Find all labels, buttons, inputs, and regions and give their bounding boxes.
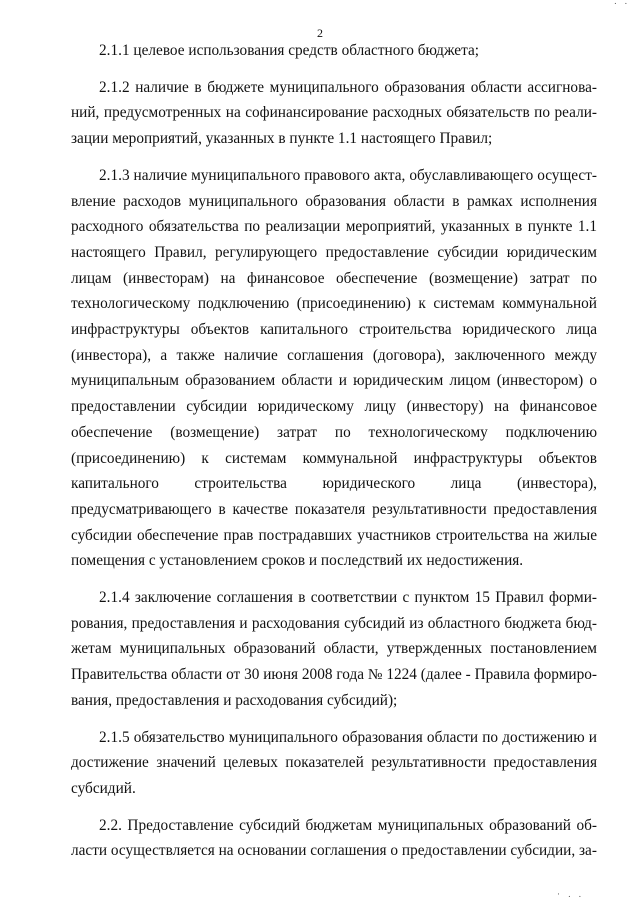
page-number: 2 xyxy=(317,26,323,40)
corner-mark-top: . . xyxy=(614,0,630,6)
paragraph-2-1-1: 2.1.1 целевое использования средств областного бюджета; xyxy=(99,42,480,59)
corner-mark-bottom: · . . xyxy=(557,889,584,899)
paragraph-2-2: 2.2. Предоставление субсидий бюджетам муниципальных образований области осуществляется на основании соглашения о предоставлении субсидии, за- xyxy=(71,816,597,860)
paragraph-2-1-2: 2.1.2 наличие в бюджете муниципального образования области ассигнований, предусмотренных на софинансирование расходных обязательств по реализации мероприятий, указанных в пункте 1.1 настоящего Правил; xyxy=(71,78,597,148)
document-body xyxy=(71,38,597,875)
paragraph-2-1-5: 2.1.5 обязательство муниципального образования области по достижению и достижение значений целевых показателей результативности предоставления субсидий. xyxy=(71,728,597,797)
paragraph-2-1-3: 2.1.3 наличие муниципального правового акта, обуславливающего осуществление расходов муниципального образования области в рамках исполнения расходного обязательства по реализации мероприятий, указанных в пункте 1.1 настоящего Правил, регулирующего предоставление субсидии юридическим лицам (инвесторам) на финансовое обеспечение (возмещение) затрат по технологическому подключению (присоединению) к системам коммунальной инфраструктуры объектов капитального строительства юридического лица (инвестора), а также наличие соглашения (договора), заключенного между муниципальным образованием области и юридическим лицом (инвестором) о предоставлении субсидии юридическому лицу (инвестору) на финансовое обеспечение (возмещение) затрат по технологическому подключению (присоединению) к системам коммунальной инфраструктуры объектов капитального строительства юридического лица (инвестора), предусматривающего в качестве показателя результативности предоставления субсидии обеспечение прав пострадавших участников строительства на жилые помещения с установлением сроков и последствий их недостижения. xyxy=(71,166,597,570)
paragraph-2-1-4: 2.1.4 заключение соглашения в соответствии с пунктом 15 Правил формирования, предоставления и расходования субсидий из областного бюджета бюджетам муниципальных образований области, утвержденных постановлением Правительства области от 30 июня 2008 года № 1224 (далее - Правила формирования, предоставления и расходования субсидий); xyxy=(71,589,597,709)
